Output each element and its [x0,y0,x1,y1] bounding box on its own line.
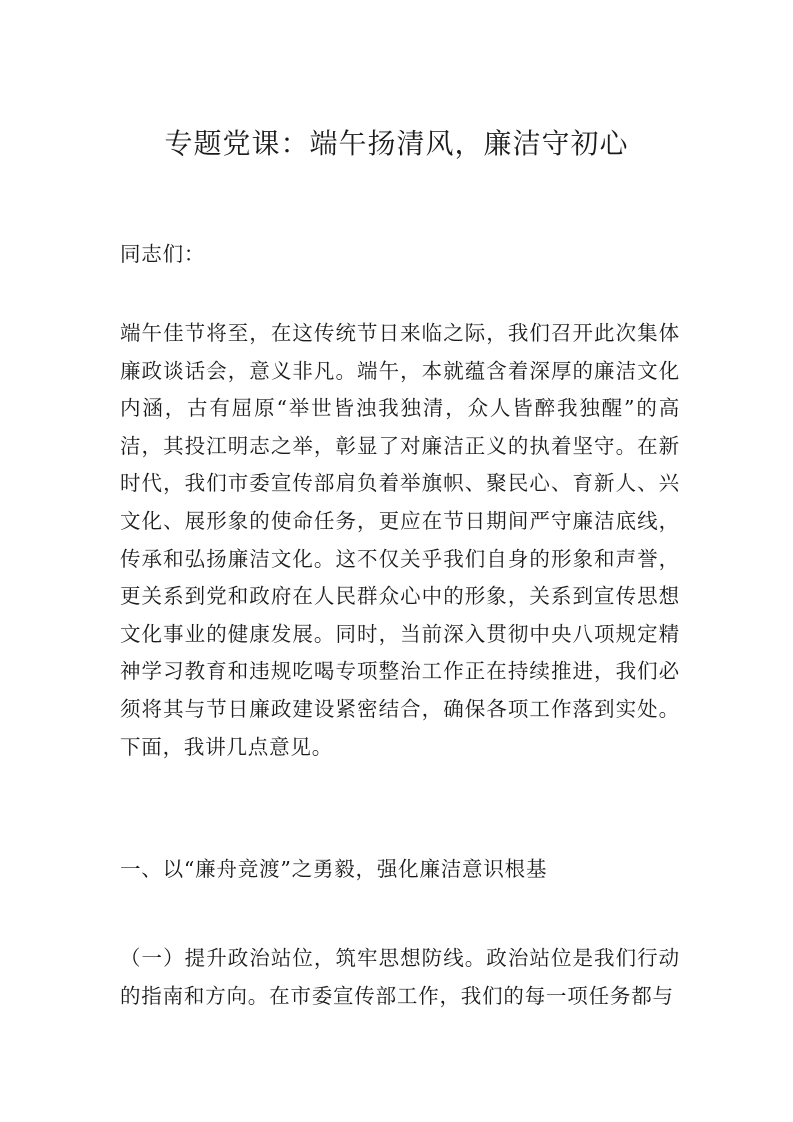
greeting-text: 同志们： [120,242,206,266]
greeting [120,236,680,274]
subsection-paragraph-text: （一）提升政治站位，筑牢思想防线。政治站位是我们行动的指南和方向。在市委宣传部工作，我们的每一项任务都与 [120,946,680,1008]
subsection-paragraph [120,940,680,1015]
section-heading-text: 一、以“廉舟竞渡”之勇毅，强化廉洁意识根基 [120,857,548,881]
document-title: 专题党课：端午扬清风，廉洁守初心 [164,127,629,160]
paragraph-text: 端午佳节将至，在这传统节日来临之际，我们召开此次集体廉政谈话会，意义非凡。端午，本就蕴含着深厚的廉洁文化内涵，古有屈原“举世皆浊我独清，众人皆醉我独醒”的高洁，其投江明志之举，彰显了对廉洁正义的执着坚守。在新时代，我们市委宣传部肩负着举旗帜、聚民心、育新人、兴文化、展形象的使命任务，更应在节日期间严守廉洁底线，传承和弘扬廉洁文化。这不仅关乎我们自身的形象和声誉，更关系到党和政府在人民群众心中的形象，关系到宣传思想文化事业的健康发展。同时，当前深入贯彻中央八项规定精神学习教育和违规吃喝专项整治工作正在持续推进，我们必须将其与节日廉政建设紧密结合，确保各项工作落到实处。下面，我讲几点意见。 [120,321,680,759]
section-heading [120,851,680,889]
paragraph [120,315,680,766]
